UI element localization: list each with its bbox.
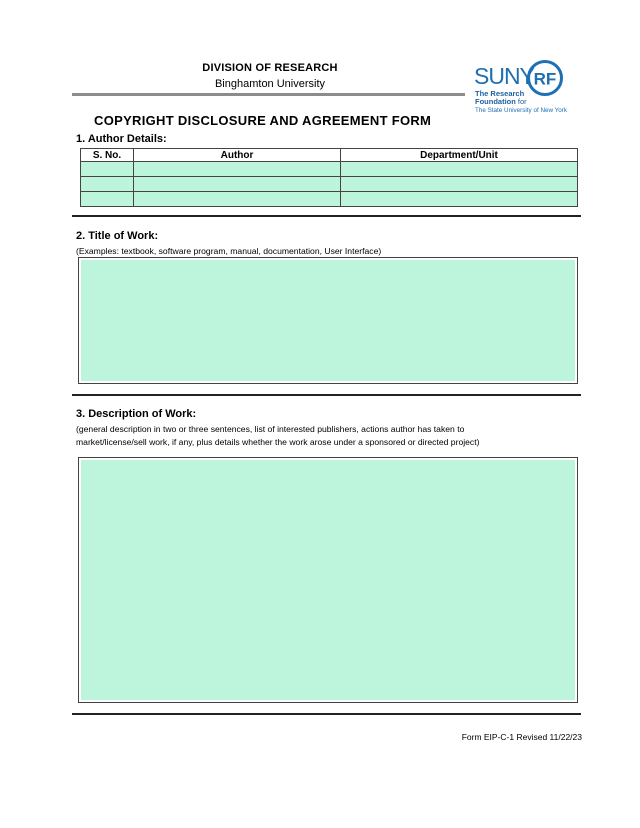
section-2-heading: 2. Title of Work: xyxy=(76,230,159,242)
sno-field[interactable] xyxy=(81,192,134,207)
logo-line-3: The State University of New York xyxy=(475,107,568,114)
table-row xyxy=(81,162,578,177)
column-header-sno: S. No. xyxy=(81,149,134,162)
section-divider xyxy=(72,215,581,217)
university-name: Binghamton University xyxy=(214,78,326,90)
description-of-work-field[interactable] xyxy=(81,460,575,700)
form-revision-footer: Form EIP-C-1 Revised 11/22/23 xyxy=(461,732,582,742)
department-field[interactable] xyxy=(341,162,578,177)
author-details-table xyxy=(80,148,578,207)
column-header-department: Department/Unit xyxy=(341,149,578,162)
logo-suny-text: SUNY xyxy=(474,63,534,89)
section-2-note: (Examples: textbook, software program, manual, documentation, User Interface) xyxy=(76,246,382,256)
author-field[interactable] xyxy=(134,162,341,177)
logo-line-2 xyxy=(475,98,527,106)
table-row xyxy=(81,177,578,192)
section-1-heading: 1. Author Details: xyxy=(76,133,167,145)
logo-for-text: for xyxy=(515,97,527,106)
form-title: COPYRIGHT DISCLOSURE AND AGREEMENT FORM xyxy=(94,113,432,128)
section-divider xyxy=(72,713,581,715)
column-header-author: Author xyxy=(134,149,341,162)
header-divider xyxy=(72,93,465,96)
title-of-work-box xyxy=(78,257,578,384)
suny-rf-logo xyxy=(474,59,584,119)
department-field[interactable] xyxy=(341,177,578,192)
author-field[interactable] xyxy=(134,192,341,207)
title-of-work-field[interactable] xyxy=(81,260,575,381)
division-heading: DIVISION OF RESEARCH xyxy=(202,62,338,74)
rf-circle-icon xyxy=(526,59,564,97)
section-3-heading: 3. Description of Work: xyxy=(76,408,197,420)
section-divider xyxy=(72,394,581,396)
logo-foundation-text: Foundation xyxy=(475,97,516,106)
author-field[interactable] xyxy=(134,177,341,192)
logo-line-1: The Research xyxy=(475,89,525,98)
description-of-work-box xyxy=(78,457,578,703)
table-row xyxy=(81,192,578,207)
section-3-note-line-1: (general description in two or three sentences, list of interested publishers, actions author has taken to xyxy=(76,424,465,434)
department-field[interactable] xyxy=(341,192,578,207)
table-header-row xyxy=(81,149,578,162)
sno-field[interactable] xyxy=(81,162,134,177)
section-3-note-line-2: market/license/sell work, if any, plus details whether the work arose under a sponsored or directed project) xyxy=(76,437,480,447)
sno-field[interactable] xyxy=(81,177,134,192)
logo-rf-text: RF xyxy=(533,69,557,89)
